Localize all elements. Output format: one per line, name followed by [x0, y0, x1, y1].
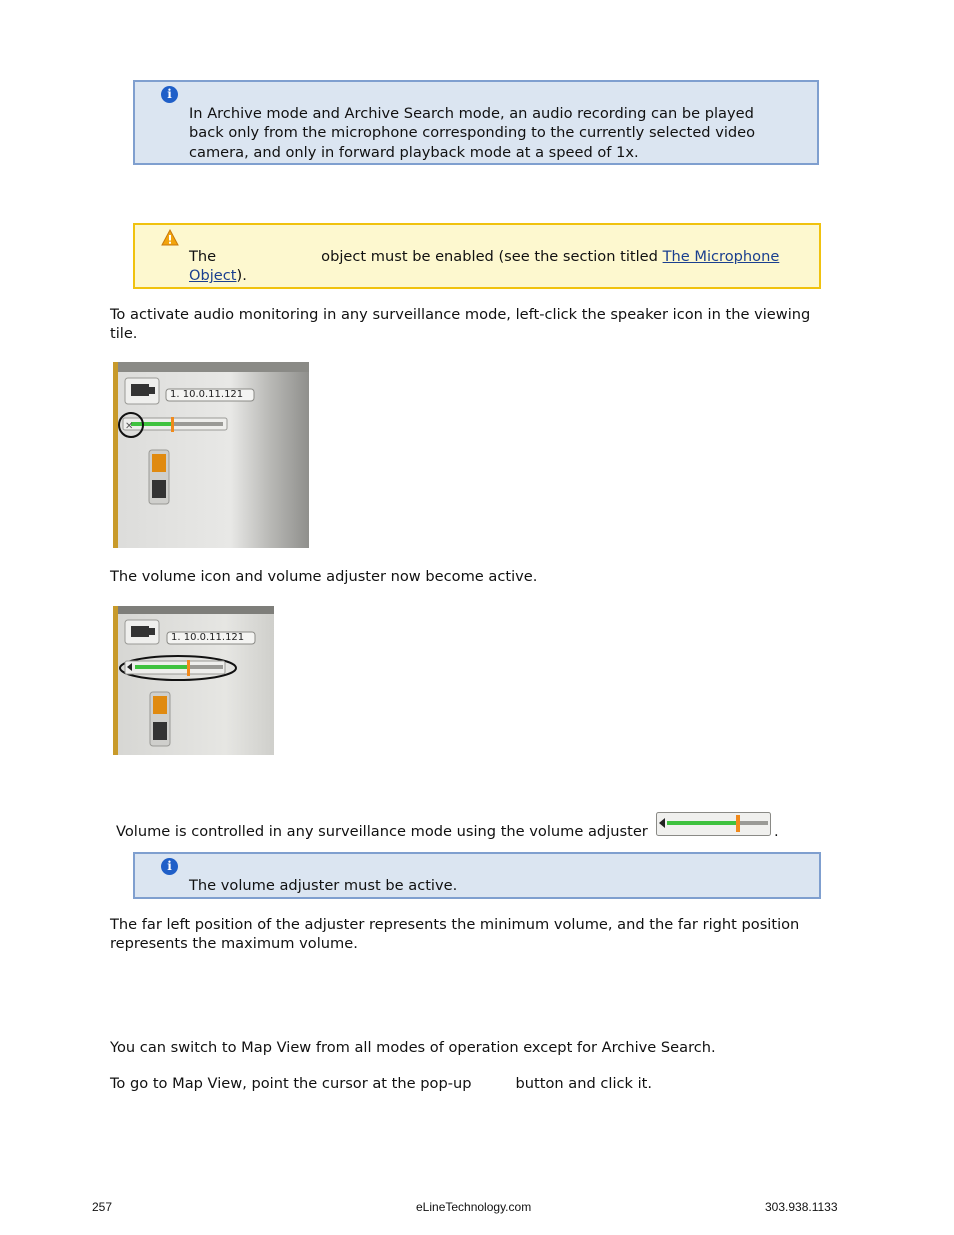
tile-image-active: [113, 606, 274, 755]
warning-middle: object must be enabled (see the section titled: [321, 248, 658, 265]
info-icon: i: [161, 86, 178, 103]
microphone-warning-text: [189, 247, 789, 286]
viewing-tile-screenshot-active: [113, 606, 274, 755]
volume-paragraph: [116, 822, 648, 841]
camera-label-2: 1. 10.0.11.121: [171, 632, 245, 643]
volume-adjuster-inline: [656, 812, 771, 836]
camera-label-1: 1. 10.0.11.121: [170, 389, 244, 400]
volume-para-post: .: [774, 823, 779, 840]
footer-website: eLineTechnology.com: [416, 1200, 532, 1214]
goto-pre: To go to Map View, point the cursor at the pop-up: [110, 1075, 472, 1092]
goto-post: button and click it.: [515, 1075, 653, 1092]
mapview-paragraph: You can switch to Map View from all modes of operation except for Archive Search.: [110, 1039, 716, 1056]
range-paragraph: The far left position of the adjuster represents the minimum volume, and the far right position represents the maximum volume.: [110, 916, 800, 953]
info-note-adjuster: [133, 852, 821, 899]
warning-note-microphone: [133, 223, 821, 289]
adjuster-note-text: The volume adjuster must be active.: [189, 877, 458, 894]
warning-icon: [161, 229, 179, 246]
svg-text:✕: ✕: [125, 421, 134, 432]
microphone-object-link[interactable]: The Microphone Object: [189, 248, 780, 285]
warning-suffix: ).: [236, 267, 247, 285]
goto-paragraph: [110, 1074, 822, 1093]
warning-prefix: The: [189, 248, 217, 265]
viewing-tile-screenshot-inactive: [113, 362, 309, 548]
footer-phone: 303.938.1133: [765, 1200, 838, 1214]
info-icon-2: i: [161, 858, 178, 875]
info-note-archive: [133, 80, 819, 165]
volume-para-pre: Volume is controlled in any surveillance mode using the volume adjuster: [116, 823, 648, 840]
footer-page-number: 257: [92, 1200, 113, 1214]
active-paragraph: The volume icon and volume adjuster now become active.: [110, 568, 538, 585]
archive-note-text: In Archive mode and Archive Search mode, an audio recording can be played back only from the microphone corresponding to the currently selected video camera, and only in forward playback mode at a speed of 1x.: [189, 105, 756, 161]
activate-paragraph: To activate audio monitoring in any surveillance mode, left-click the speaker icon in the viewing tile.: [110, 306, 811, 343]
